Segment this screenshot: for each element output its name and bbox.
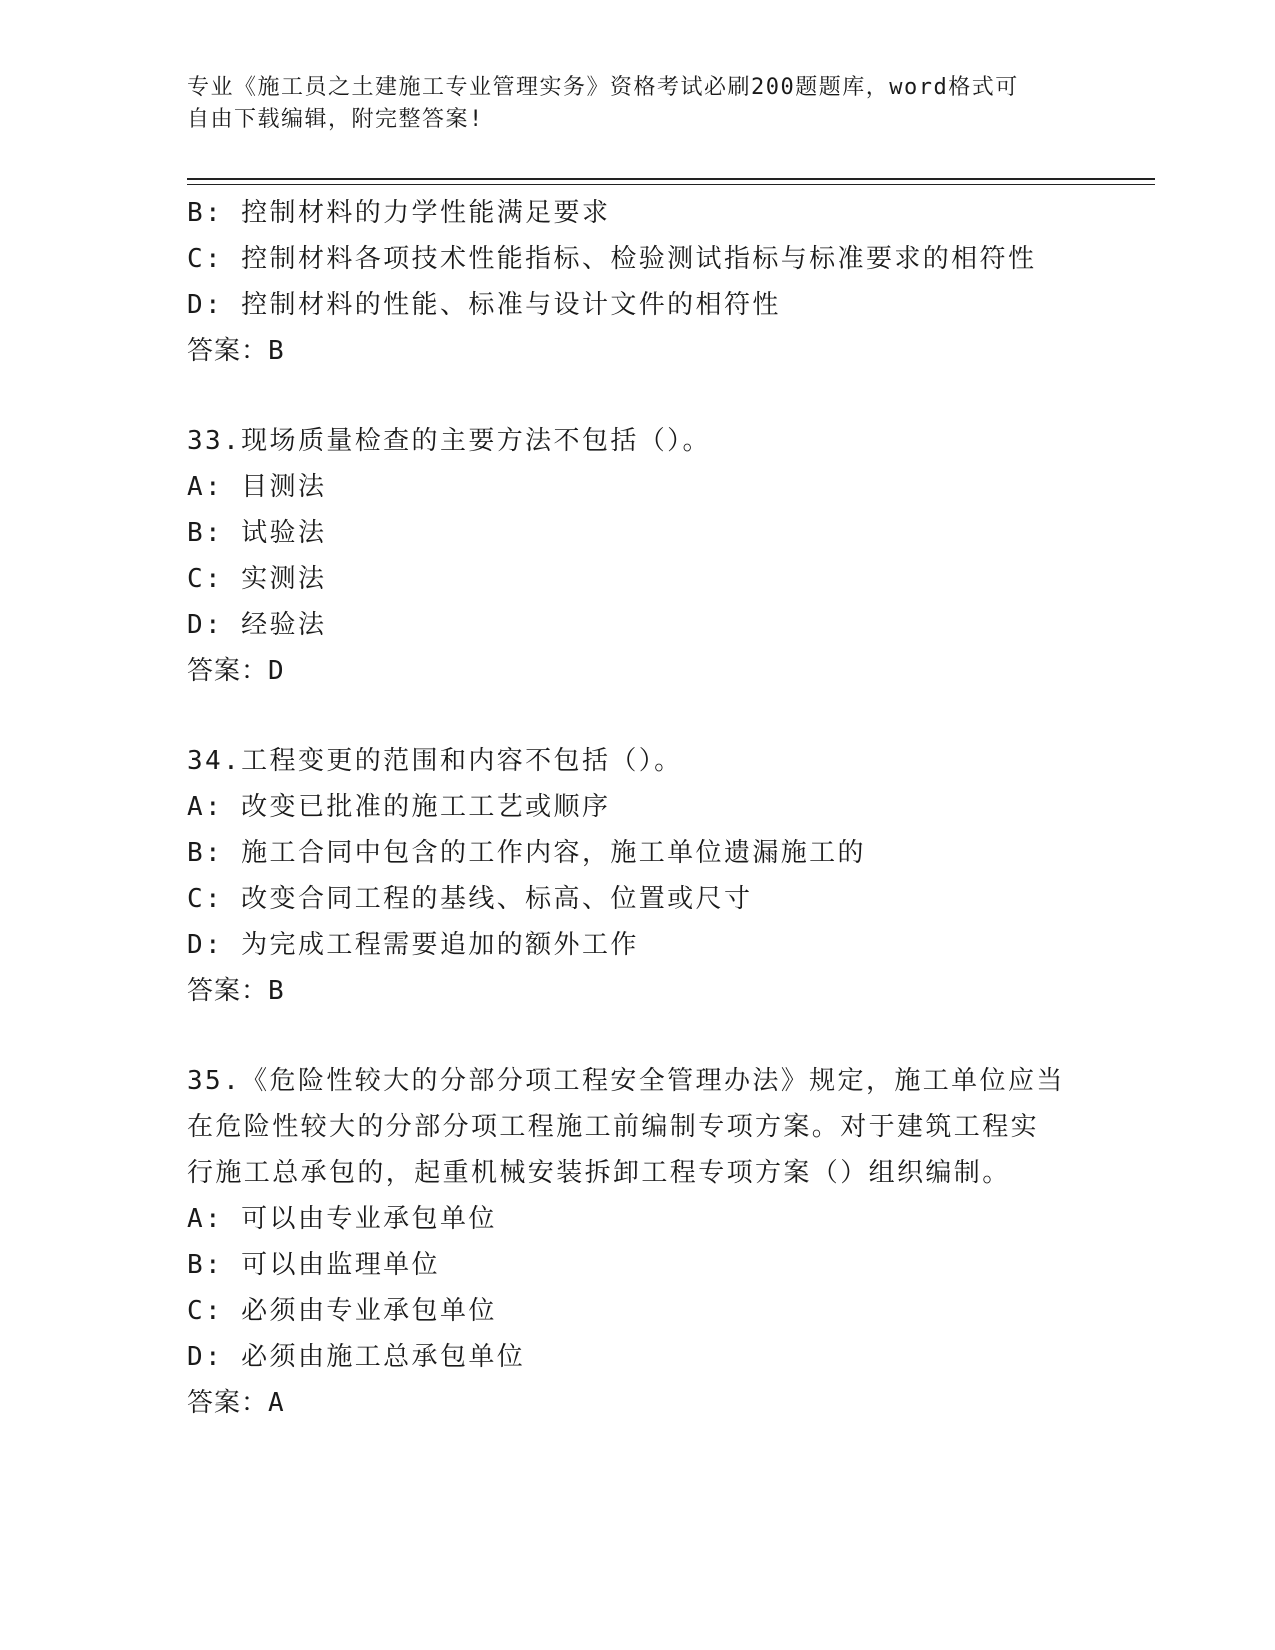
question-stem: 33.现场质量检查的主要方法不包括（）。 [187, 426, 711, 456]
option-a: A: 目测法 [187, 472, 327, 502]
option-d: D: 控制材料的性能、标准与设计文件的相符性 [187, 290, 781, 320]
answer-value: A [268, 1388, 285, 1418]
option-d: D: 必须由施工总承包单位 [187, 1342, 526, 1372]
header-divider-thin [187, 184, 1155, 185]
option-b: B: 控制材料的力学性能满足要求 [187, 198, 611, 228]
question-stem-line-3: 行施工总承包的，起重机械安装拆卸工程专项方案（）组织编制。 [187, 1158, 1011, 1188]
header-divider-thick [187, 178, 1155, 180]
option-c: C: 实测法 [187, 564, 327, 594]
question-block-32 [187, 190, 1087, 374]
answer-line [187, 328, 1087, 374]
answer-label: 答案： [187, 336, 269, 366]
answer-label: 答案： [187, 976, 269, 1006]
option-c: C: 必须由专业承包单位 [187, 1296, 497, 1326]
document-header [187, 72, 1087, 136]
question-stem: 34.工程变更的范围和内容不包括（）。 [187, 746, 683, 776]
answer-label: 答案： [187, 656, 269, 686]
answer-line [187, 1380, 1087, 1426]
question-block-34 [187, 738, 1087, 1014]
option-c: C: 改变合同工程的基线、标高、位置或尺寸 [187, 884, 753, 914]
header-line-1: 专业《施工员之土建施工专业管理实务》资格考试必刷200题题库，word格式可 [187, 75, 1019, 100]
option-b: B: 试验法 [187, 518, 327, 548]
option-d: D: 为完成工程需要追加的额外工作 [187, 930, 639, 960]
header-line-2: 自由下载编辑，附完整答案! [187, 107, 484, 132]
option-d: D: 经验法 [187, 610, 327, 640]
question-block-33 [187, 418, 1087, 694]
answer-value: D [268, 656, 285, 686]
answer-value: B [268, 976, 285, 1006]
answer-value: B [268, 336, 285, 366]
question-stem-line-2: 在危险性较大的分部分项工程施工前编制专项方案。对于建筑工程实 [187, 1112, 1040, 1142]
option-c: C: 控制材料各项技术性能指标、检验测试指标与标准要求的相符性 [187, 244, 1037, 274]
option-a: A: 可以由专业承包单位 [187, 1204, 497, 1234]
answer-label: 答案： [187, 1388, 269, 1418]
option-b: B: 可以由监理单位 [187, 1250, 440, 1280]
option-b: B: 施工合同中包含的工作内容，施工单位遗漏施工的 [187, 838, 866, 868]
answer-line [187, 968, 1087, 1014]
question-stem-line-1: 35.《危险性较大的分部分项工程安全管理办法》规定，施工单位应当 [187, 1066, 1065, 1096]
option-a: A: 改变已批准的施工工艺或顺序 [187, 792, 611, 822]
question-block-35 [187, 1058, 1087, 1426]
answer-line [187, 648, 1087, 694]
question-list [187, 190, 1087, 1426]
